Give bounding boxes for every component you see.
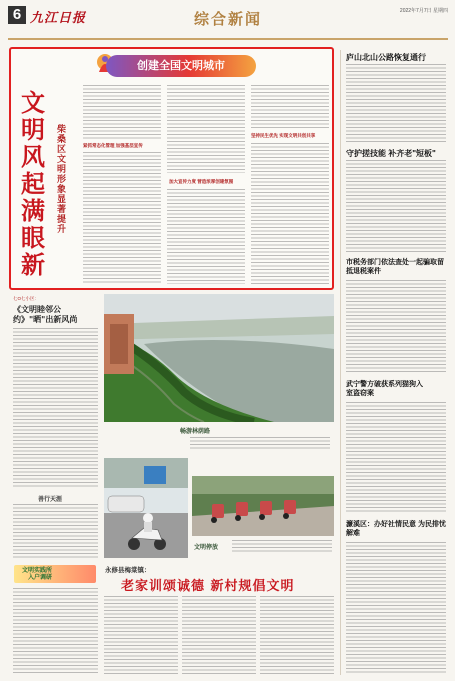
- body-text-block: [260, 596, 334, 674]
- header-meta: 2022年7月7日 星期四: [399, 8, 448, 14]
- headline-text: 武宁警方破获系列猫狗入室盗窃案: [346, 381, 423, 397]
- river-park-illustration: [104, 294, 334, 422]
- promo-box: [14, 565, 96, 583]
- column-divider: [340, 50, 341, 675]
- photo-caption-title: 畅游林荫路: [180, 428, 211, 435]
- street-scooter-photo[interactable]: [104, 458, 188, 558]
- body-text-block: [346, 402, 446, 514]
- street-illustration: [104, 458, 188, 558]
- caption-text-lines: [232, 540, 332, 554]
- feature-title: 文明风起满眼新: [21, 88, 45, 279]
- article-headline[interactable]: [346, 258, 446, 276]
- section-heading: 坚持民生优先 实现文明共创共享: [251, 133, 316, 138]
- parked-bikes-photo[interactable]: [192, 476, 334, 536]
- paper-logo: 九江日报: [30, 11, 87, 26]
- body-text-block: [346, 64, 446, 142]
- caption-text-lines: [190, 437, 330, 451]
- page-header: [8, 4, 448, 40]
- article-headline[interactable]: 老家训颂诚德 新村规倡文明: [121, 579, 295, 594]
- body-text-block: [167, 189, 245, 284]
- promo-line-1: 文明实践所: [22, 567, 53, 574]
- page-number: 6: [8, 6, 26, 24]
- body-text-block: [346, 280, 446, 374]
- body-text-block: [167, 85, 245, 173]
- bikes-illustration: [192, 476, 334, 536]
- article-headline[interactable]: 《文明睦邻公约》"晒"出新风尚: [13, 304, 78, 324]
- body-text-block: [83, 152, 161, 284]
- body-text-block: [13, 504, 98, 560]
- article-headline[interactable]: [346, 380, 426, 398]
- body-text-block: [182, 596, 256, 674]
- body-text-block: [346, 160, 446, 252]
- campaign-banner: 创建全国文明城市: [106, 55, 256, 77]
- photo-caption-title: 文明停放: [194, 544, 219, 551]
- photo-caption-text: [190, 437, 330, 451]
- section-heading: 紧抓常态化管理 加强基层宣传: [83, 143, 143, 148]
- article-headline[interactable]: 庐山北山公路恢复通行: [346, 53, 426, 62]
- section-title: 综合新闻: [194, 10, 263, 28]
- feature-subtitle: 柴桑区文明形象显著提升: [57, 125, 67, 235]
- body-text-block: [104, 596, 178, 674]
- section-heading: 加大宣传力度 营造浓厚创建氛围: [169, 179, 234, 184]
- body-text-block: [251, 85, 329, 129]
- headline-text: 濂溪区：办好社情民意 为民排忧解难: [346, 521, 446, 537]
- body-text-block: [13, 588, 98, 674]
- subsection-heading: 善行天涯: [38, 496, 63, 503]
- headline-text: 市税务部门依法查处一起骗取留抵退税案件: [346, 259, 444, 275]
- body-text-block: [346, 542, 446, 674]
- article-kicker: 七O七小区：: [13, 296, 39, 301]
- feature-article-box[interactable]: [9, 47, 334, 290]
- body-text-block: [13, 328, 98, 488]
- article-headline[interactable]: 守护搓技能 补齐老"短板": [346, 149, 436, 158]
- promo-line-2: 入户调研: [28, 574, 53, 581]
- body-text-block: [251, 143, 329, 284]
- body-text-block: [83, 85, 161, 139]
- article-headline[interactable]: [346, 520, 446, 538]
- river-park-photo[interactable]: [104, 294, 334, 422]
- article-kicker: 永修县梅棠镇：: [105, 566, 151, 574]
